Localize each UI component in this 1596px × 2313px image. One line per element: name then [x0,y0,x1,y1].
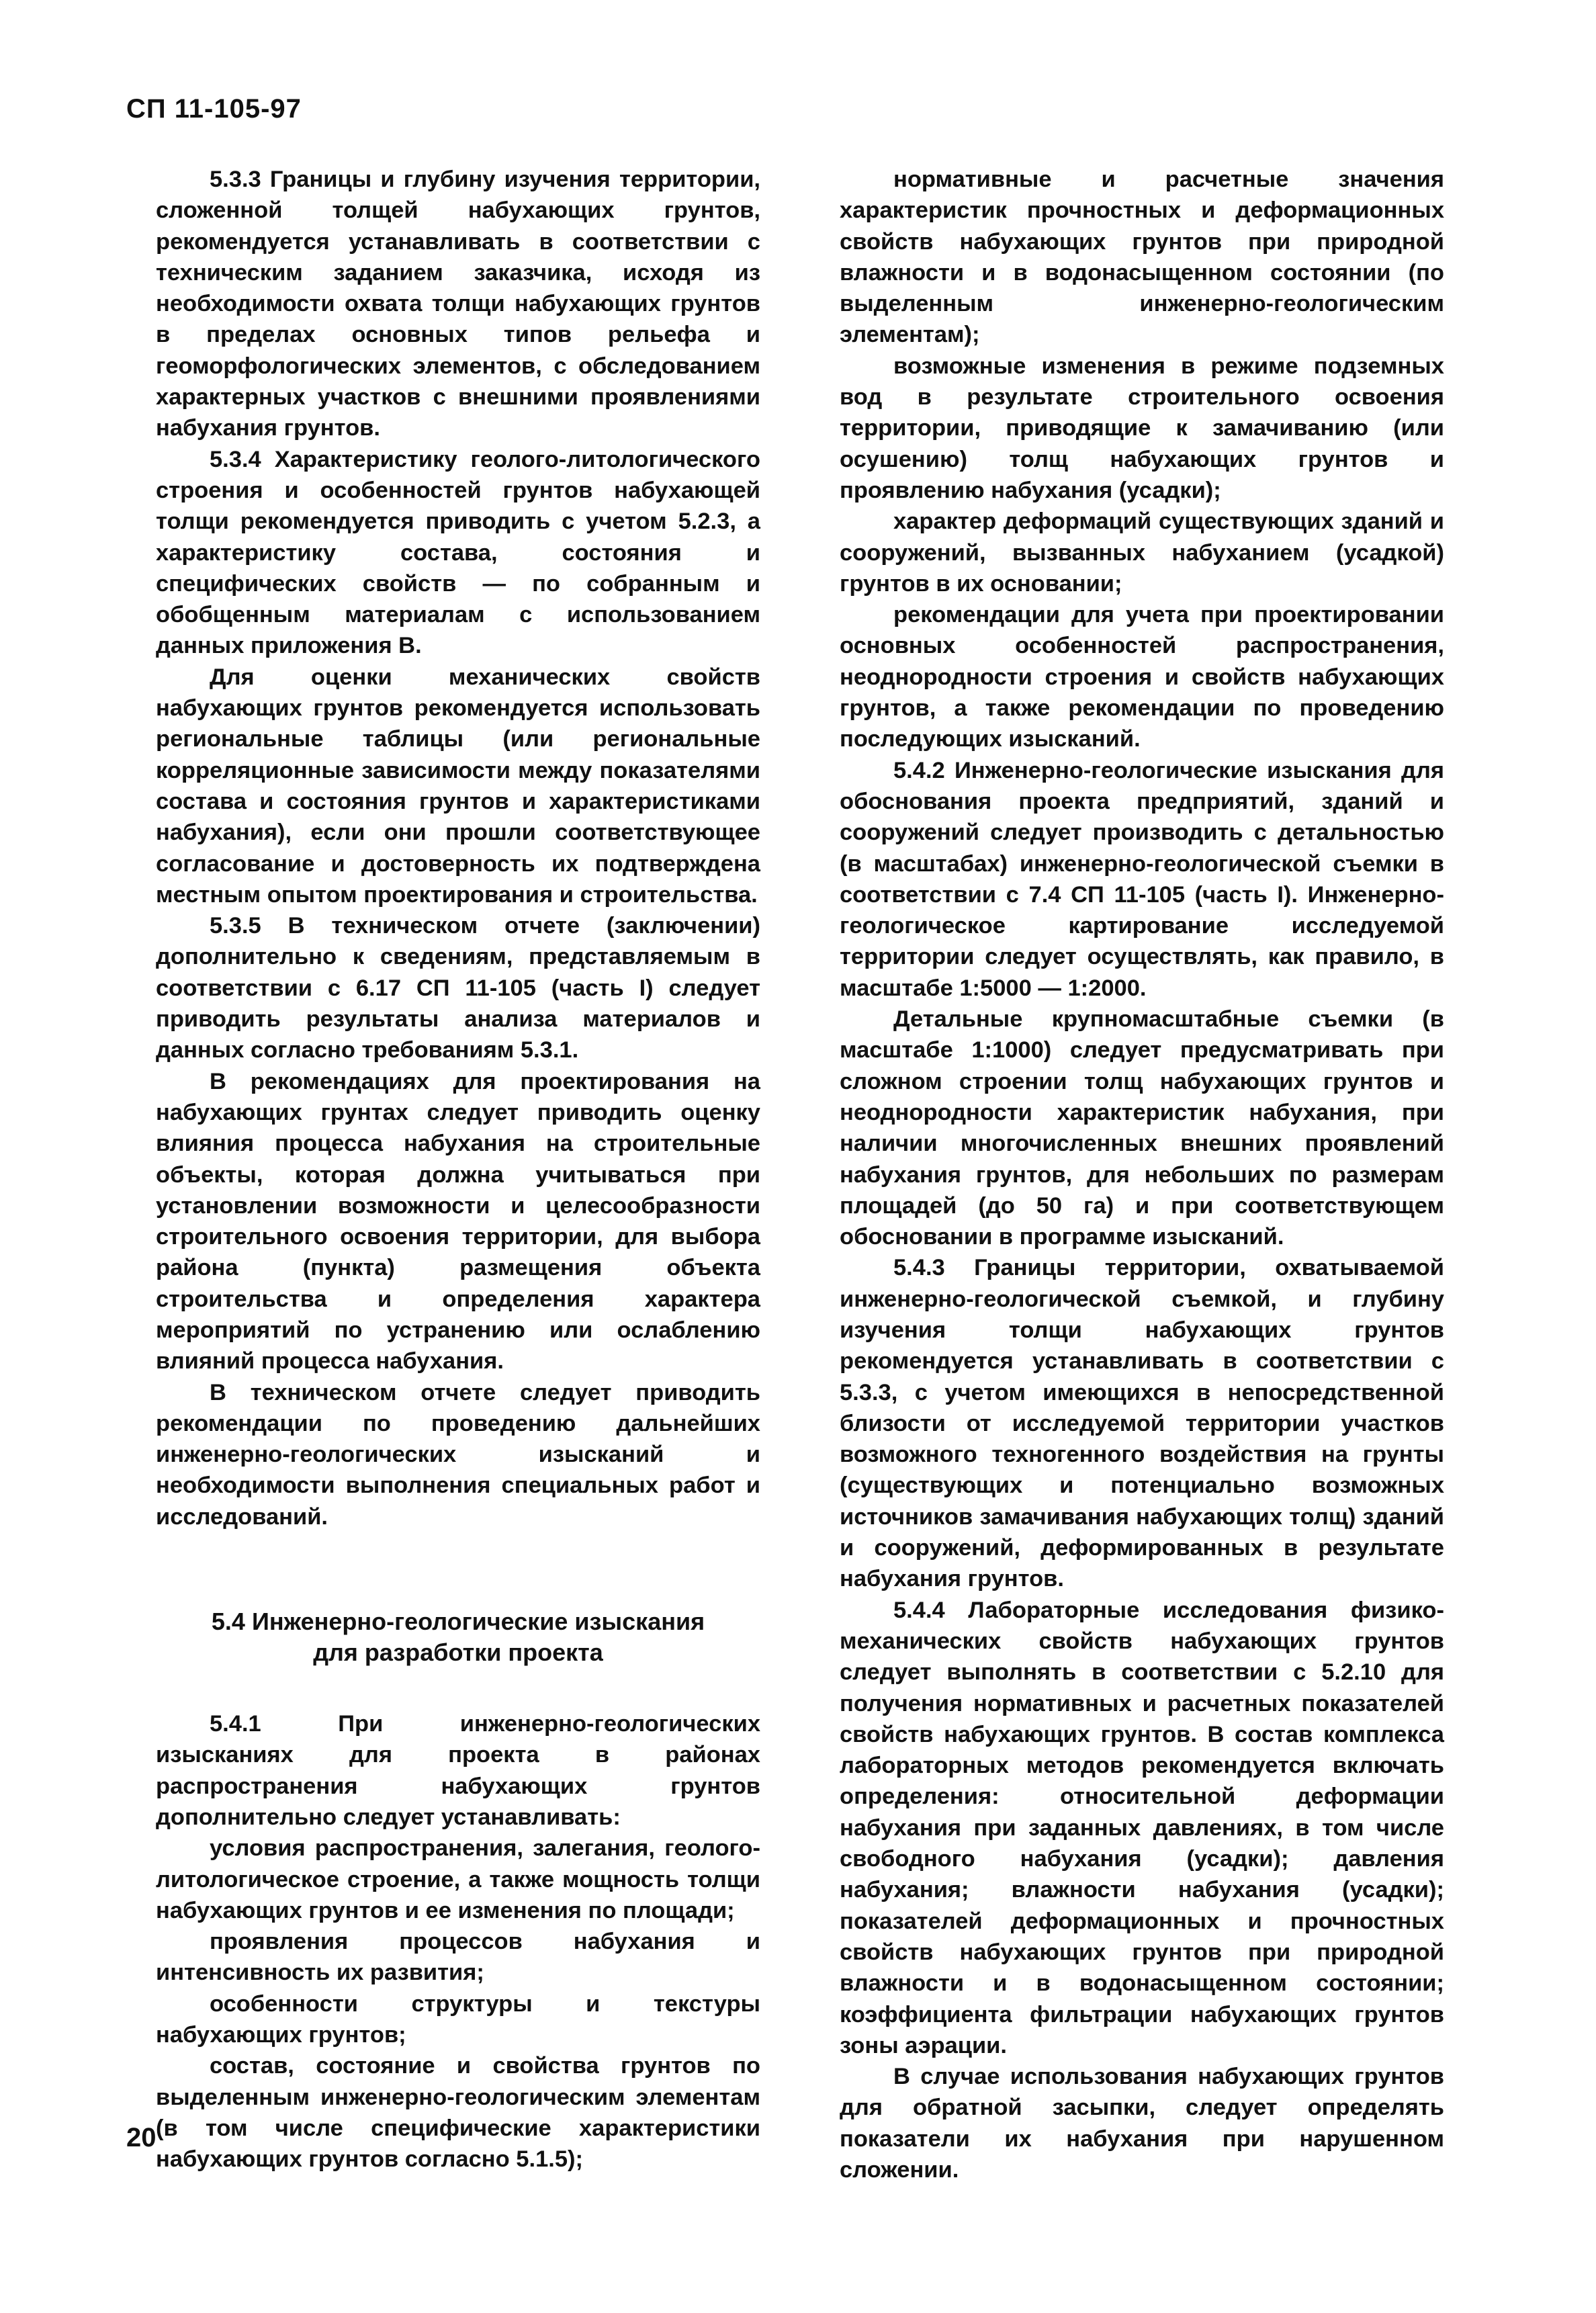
list-item: характер деформаций существующих зданий и сооружений, вызванных набуханием (усадкой) грунтов в их основании; [840,509,1444,597]
list-item: нормативные и расчетные значения характеристик прочностных и деформационных свойств набухающих грунтов при природной влажности и в водонасыщенном состоянии (по выделенным инженерно-геологическим элементам); [840,167,1444,348]
list-item: особенности структуры и текстуры набухающих грунтов; [156,1991,760,2048]
left-column [156,164,760,2175]
list-item: рекомендации для учета при проектировании основных особенностей распространения, неоднородности строения и свойств набухающих грунтов, а также рекомендации по проведению последующих изысканий. [840,602,1444,752]
paragraph-5-4-3: 5.4.3 Границы территории, охватываемой инженерно-геологической съемкой, и глубину изучения толщи набухающих грунтов рекомендуется устанавливать в соответствии с 5.3.3, с учетом имеющихся в непосредственной близости от исследуемой территории участков возможного техногенного воздействия на грунты (существующих и потенциально возможных источников замачивания набухающих толщ) зданий и сооружений, деформированных в результате набухания грунтов. [840,1255,1444,1592]
paragraph-5-3-5: 5.3.5 В техническом отчете (заключении) дополнительно к сведениям, представляемым в соответствии с 6.17 СП 11-105 (часть I) следует приводить результаты анализа материалов и данных согласно требованиям 5.3.1. [156,913,760,1063]
list-item: условия распространения, залегания, геолого-литологическое строение, а также мощность толщи набухающих грунтов и ее изменения по площади; [156,1835,760,1923]
right-column [840,164,1444,2185]
section-heading-5-4 [156,1606,760,1668]
list-item: проявления процессов набухания и интенсивность их развития; [156,1929,760,1986]
paragraph-5-3-4: 5.3.4 Характеристику геолого-литологического строения и особенностей грунтов набухающей толщи рекомендуется приводить с учетом 5.2.3, а характеристику состава, состояния и специфических свойств — по собранным и обобщенным материалам с использованием данных приложения В. [156,446,760,659]
paragraph-5-4-1: 5.4.1 При инженерно-геологических изысканиях для проекта в районах распространения набухающих грунтов дополнительно следует устанавливать: [156,1711,760,1830]
running-header: СП 11-105-97 [126,94,302,124]
paragraph-5-4-2: 5.4.2 Инженерно-геологические изыскания для обоснования проекта предприятий, зданий и сооружений следует производить с детальностью (в масштабах) инженерно-геологической съемки в соответствии с 7.4 СП 11-105 (часть I). Инженерно-геологическое картирование исследуемой территории следует осуществлять, как правило, в масштабе 1:5000 — 1:2000. [840,757,1444,1001]
paragraph-5-3-3: 5.3.3 Границы и глубину изучения территории, сложенной толщей набухающих грунтов, рекомендуется устанавливать в соответствии с техническим заданием заказчика, исходя из необходимости охвата толщи набухающих грунтов в пределах основных типов рельефа и геоморфологических элементов, с обследованием характерных участков с внешними проявлениями набухания грунтов. [156,167,760,441]
page-number: 20 [126,2123,157,2152]
paragraph: В случае использования набухающих грунтов для обратной засыпки, следует определять показатели их набухания при нарушенном сложении. [840,2064,1444,2183]
paragraph: Для оценки механических свойств набухающих грунтов рекомендуется использовать региональные таблицы (или региональные корреляционные зависимости между показателями состава и состояния грунтов и характеристиками набухания), если они прошли соответствующее согласование и достоверность их подтверждена местным опытом проектирования и строительства. [156,664,760,908]
list-item: возможные изменения в режиме подземных вод в результате строительного освоения территории, приводящие к замачиванию (или осушению) толщ набухающих грунтов и проявлению набухания (усадки); [840,353,1444,503]
paragraph-5-4-4: 5.4.4 Лабораторные исследования физико-механических свойств набухающих грунтов следует выполнять в соответствии с 5.2.10 для получения нормативных и расчетных показателей свойств набухающих грунтов. В состав комплекса лабораторных методов рекомендуется включать определения: относительной деформации набухания при заданных давлениях, в том числе свободного набухания (усадки); давления набухания; влажности набухания (усадки); показателей деформационных и прочностных свойств набухающих грунтов при природной влажности и в водонасыщенном состоянии; коэффициента фильтрации набухающих грунтов зоны аэрации. [840,1597,1444,2058]
paragraph: В техническом отчете следует приводить рекомендации по проведению дальнейших инженерно-геологических изысканий и необходимости выполнения специальных работ и исследований. [156,1379,760,1530]
paragraph: В рекомендациях для проектирования на набухающих грунтах следует приводить оценку влияния процесса набухания на строительные объекты, которая должна учитываться при установлении возможности и целесообразности строительного освоения территории, для выбора района (пункта) размещения объекта строительства и определения характера мероприятий по устранению или ослаблению влияний процесса набухания. [156,1068,760,1374]
list-item: состав, состояние и свойства грунтов по выделенным инженерно-геологическим элементам (в том числе специфические характеристики набухающих грунтов согласно 5.1.5); [156,2053,760,2173]
section-heading-line: 5.4 Инженерно-геологические изыскания [211,1608,705,1636]
paragraph: Детальные крупномасштабные съемки (в масштабе 1:1000) следует предусматривать при сложном строении толщ набухающих грунтов и неоднородности характеристик набухания, при наличии многочисленных внешних проявлений набухания грунтов, для небольших по размерам площадей (до 50 га) и при соответствующем обосновании в программе изысканий. [840,1006,1444,1250]
section-heading-line: для разработки проекта [313,1639,603,1667]
